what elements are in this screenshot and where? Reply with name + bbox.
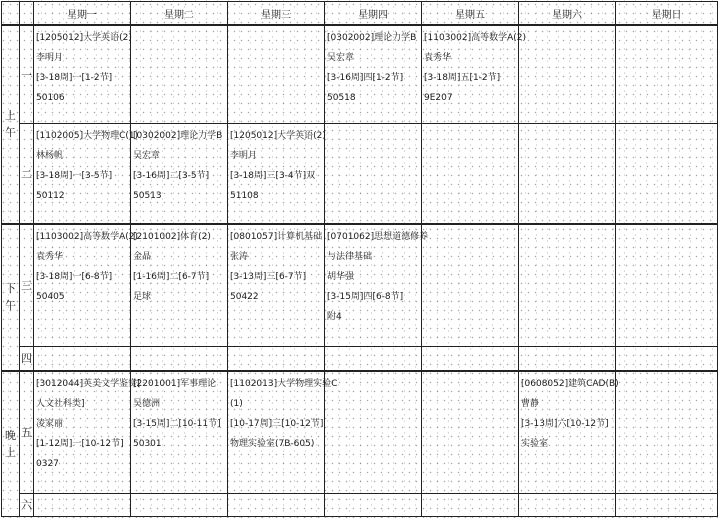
course-info-line: 袁秀华 <box>36 251 64 262</box>
course-info-line: [2101002]体育(2) <box>133 231 211 242</box>
period-row-1 <box>2 25 718 124</box>
course-cell[interactable] <box>616 371 718 493</box>
course-info-line: [3-18周]一[6-8节] <box>36 271 113 282</box>
course-info-line: [3-18周]一[1-2节] <box>36 73 113 83</box>
course-info-line: [3-16周]二[3-5节] <box>133 171 210 182</box>
course-cell[interactable] <box>131 371 228 493</box>
course-cell[interactable] <box>519 371 619 493</box>
course-info-line: [3-13周]三[6-7节] <box>230 271 307 282</box>
course-cell[interactable] <box>519 224 616 346</box>
session-label-morning: 上午 <box>2 25 20 224</box>
course-info-line: 50112 <box>36 191 65 202</box>
course-info-line: 吴德洲 <box>133 398 161 409</box>
course-cell[interactable] <box>519 493 616 516</box>
course-cell[interactable] <box>131 346 228 370</box>
course-cell[interactable] <box>131 224 228 346</box>
course-info-line: [3-16周]四[1-2节] <box>327 73 404 83</box>
corner-cell <box>2 2 20 26</box>
course-info-line: [0801057]计算机基础 <box>230 231 323 242</box>
period-row-3 <box>2 224 718 346</box>
course-info-line: 林杨帆 <box>36 151 64 162</box>
course-cell[interactable] <box>325 124 422 224</box>
course-info-line: [3-18周]五[1-2节] <box>424 73 501 83</box>
period-label: 一 <box>20 25 34 124</box>
course-cell[interactable] <box>131 493 228 516</box>
course-info-line: 50106 <box>36 93 65 103</box>
period-label: 二 <box>20 124 34 224</box>
course-cell[interactable] <box>228 371 338 493</box>
course-info-line: [1205012]大学英语(2) <box>36 33 132 43</box>
course-cell[interactable] <box>422 224 519 346</box>
course-cell[interactable] <box>228 493 325 516</box>
course-info-line: [1-16周]二[6-7节] <box>133 271 210 282</box>
course-cell[interactable] <box>34 25 131 124</box>
schedule-table <box>1 1 718 517</box>
course-info-line: [1205012]大学英语(2) <box>230 131 326 142</box>
course-info-line: [0302002]理论力学B <box>133 131 223 142</box>
course-cell[interactable] <box>616 224 718 346</box>
course-info-line: 曹静 <box>521 398 540 409</box>
course-info-line: 实验室 <box>521 438 549 449</box>
course-cell[interactable] <box>34 124 139 224</box>
session-label-afternoon: 下午 <box>2 224 20 371</box>
course-info-line: 李明月 <box>36 53 64 63</box>
course-info-line: [0701062]思想道德修养 <box>327 231 429 242</box>
course-cell[interactable] <box>422 346 519 370</box>
course-info-line: [0302002]理论力学B <box>327 33 417 43</box>
course-info-line: 李明月 <box>230 151 258 162</box>
course-info-line: 人文社科类] <box>36 398 85 409</box>
day-header-tuesday: 星期二 <box>131 2 228 26</box>
course-info-line: [2201001]军事理论 <box>133 378 217 389</box>
course-info-line: [1-12周]一[10-12节] <box>36 438 124 449</box>
course-info-line: 吴宏章 <box>327 53 355 63</box>
period-row-2 <box>2 124 718 224</box>
course-info-line: 张涛 <box>230 251 249 262</box>
course-info-line: [0608052]建筑CAD(B) <box>521 378 619 389</box>
course-info-line: 50513 <box>133 191 162 202</box>
course-info-line: 50405 <box>36 291 65 302</box>
course-cell[interactable] <box>616 493 718 516</box>
period-row-6 <box>2 493 718 516</box>
course-cell[interactable] <box>228 346 325 370</box>
course-cell[interactable] <box>422 371 519 493</box>
course-cell[interactable] <box>616 346 718 370</box>
course-info-line: 凌家丽 <box>36 418 64 429</box>
period-row-4 <box>2 346 718 370</box>
period-label: 三 <box>20 224 34 346</box>
course-info-line: [10-17周]三[10-12节] <box>230 418 324 429</box>
day-header-friday: 星期五 <box>422 2 519 26</box>
course-info-line: [3-18周]一[3-5节] <box>36 171 113 182</box>
course-info-line: 50301 <box>133 438 162 449</box>
day-header-wednesday: 星期三 <box>228 2 325 26</box>
course-info-line: 吴宏章 <box>133 151 161 162</box>
course-cell[interactable] <box>422 124 519 224</box>
course-cell[interactable] <box>325 346 422 370</box>
course-cell[interactable] <box>519 346 616 370</box>
period-label: 六 <box>20 493 34 516</box>
course-info-line: 袁秀华 <box>424 53 452 63</box>
course-cell[interactable] <box>228 224 325 346</box>
course-cell[interactable] <box>228 124 325 224</box>
course-info-line: [3-13周]六[10-12节] <box>521 418 609 429</box>
day-header-saturday: 星期六 <box>519 2 616 26</box>
header-row <box>2 2 718 26</box>
course-cell[interactable] <box>325 371 422 493</box>
course-cell[interactable] <box>34 224 139 346</box>
course-cell[interactable] <box>34 493 131 516</box>
course-cell[interactable] <box>131 25 228 124</box>
course-info-line: [3-15周]四[6-8节] <box>327 291 404 302</box>
course-info-line: 50422 <box>230 291 259 302</box>
course-cell[interactable] <box>34 371 141 493</box>
course-cell[interactable] <box>616 124 718 224</box>
course-info-line: [1102005]大学物理C(1) <box>36 131 139 142</box>
course-info-line: 50518 <box>327 93 356 103</box>
course-cell[interactable] <box>422 25 527 124</box>
day-header-thursday: 星期四 <box>325 2 422 26</box>
period-row-5 <box>2 371 718 493</box>
course-info-line: 附4 <box>327 311 342 322</box>
course-cell[interactable] <box>325 493 422 516</box>
course-cell[interactable] <box>34 346 131 370</box>
day-header-monday: 星期一 <box>34 2 131 26</box>
course-cell[interactable] <box>519 25 616 124</box>
course-info-line: 物理实验室(7B-605) <box>230 438 315 449</box>
period-label: 四 <box>20 346 34 370</box>
course-info-line: [3-15周]二[10-11节] <box>133 418 221 429</box>
course-info-line: 51108 <box>230 191 259 202</box>
course-info-line: [3012044]英美文学鉴赏[ <box>36 378 141 389</box>
day-header-sunday: 星期日 <box>616 2 718 26</box>
course-info-line: 9E207 <box>424 93 453 103</box>
course-info-line: 胡华强 <box>327 271 355 282</box>
corner-cell <box>20 2 34 26</box>
course-info-line: (1) <box>230 398 243 409</box>
course-info-line: [1103002]高等数学A(2) <box>36 231 139 242</box>
course-info-line: 0327 <box>36 458 59 469</box>
course-info-line: 金晶 <box>133 251 152 262</box>
course-cell[interactable] <box>422 493 519 516</box>
course-cell[interactable] <box>325 25 422 124</box>
course-cell[interactable] <box>131 124 228 224</box>
period-label: 五 <box>20 371 34 493</box>
course-info-line: 足球 <box>133 291 152 302</box>
course-info-line: [1102013]大学物理实验C <box>230 378 338 389</box>
course-info-line: 与法律基础 <box>327 251 373 262</box>
course-cell[interactable] <box>228 25 325 124</box>
course-cell[interactable] <box>325 224 429 346</box>
course-cell[interactable] <box>519 124 616 224</box>
session-label-evening: 晚上 <box>2 371 20 517</box>
course-cell[interactable] <box>616 25 718 124</box>
course-info-line: [1103002]高等数学A(2) <box>424 33 527 43</box>
course-info-line: [3-18周]三[3-4节]双 <box>230 171 316 182</box>
